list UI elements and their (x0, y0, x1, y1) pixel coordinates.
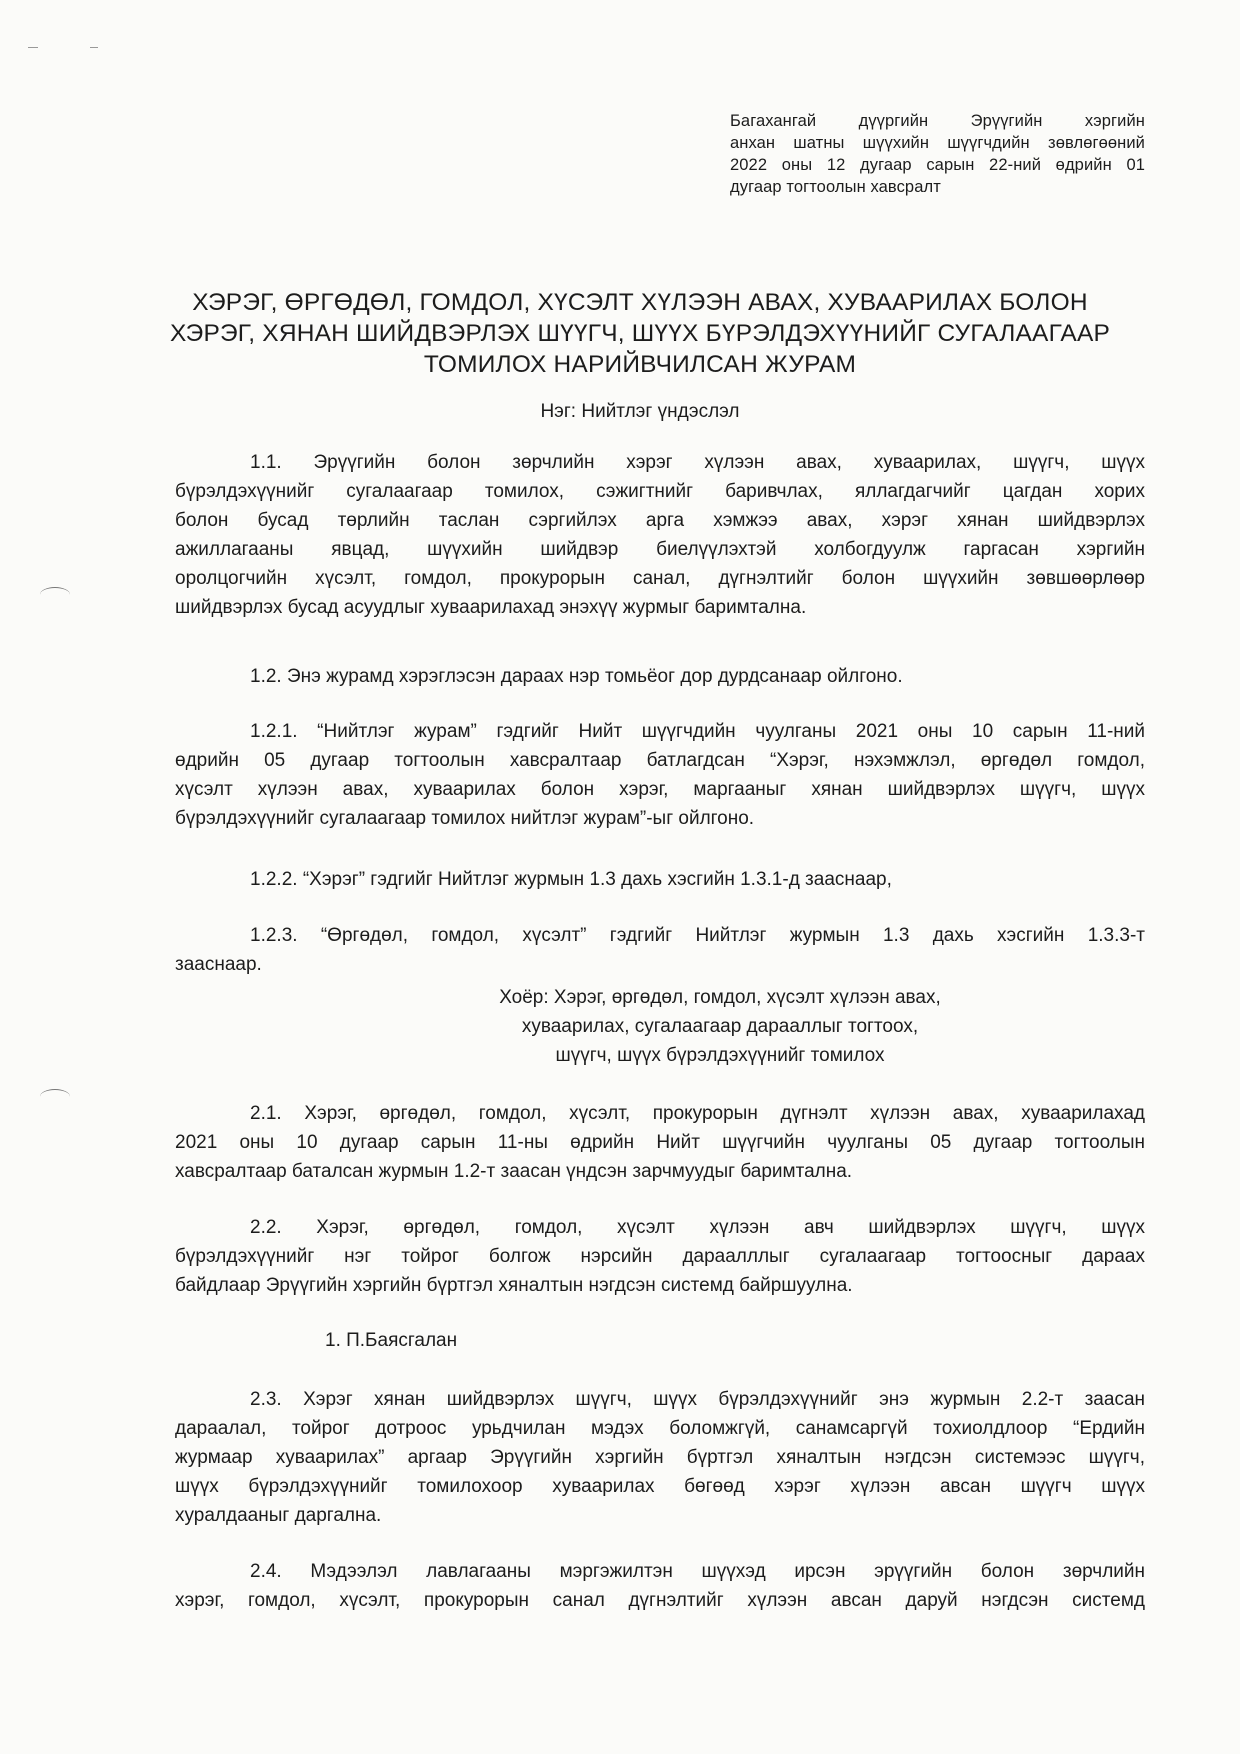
paragraph-line: 2.1. Хэрэг, өргөдөл, гомдол, хүсэлт, прокурорын дүгнэлт хүлээн авах, хуваарилахад (250, 1103, 1145, 1124)
title-line: ТОМИЛОХ НАРИЙВЧИЛСАН ЖУРАМ (423, 351, 857, 378)
paragraph-line: 2.4. Мэдээлэл лавлагааны мэргэжилтэн шүүхэд ирсэн эрүүгийн болон зөрчлийн (250, 1561, 1145, 1582)
chapter-line: хуваарилах, сугалаагаар дарааллыг тогтоох, (521, 1016, 919, 1037)
chapter-heading-2 (160, 983, 1120, 1070)
paragraph-line: шүүх бүрэлдэхүүнийг томилохоор хуваарилах бөгөөд хэрэг хүлээн авсан шүүгч шүүх (175, 1476, 1145, 1497)
paragraph-line: байдлаар Эрүүгийн хэргийн бүртгэл хяналтын нэгдсэн системд байршуулна. (175, 1275, 853, 1296)
paragraph-line: дараалал, тойрог дотроос урьдчилан мэдэх боломжгүй, санамсаргүй тохиолдлоор “Ердийн (175, 1418, 1145, 1439)
paragraph-line: 2.3. Хэрэг хянан шийдвэрлэх шүүгч, шүүх бүрэлдэхүүнийг энэ журмын 2.2-т заасан (250, 1389, 1145, 1410)
paragraph-1-2 (175, 662, 1145, 691)
paragraph-line: 1.2.1. “Нийтлэг журам” гэдгийг Нийт шүүгчдийн чуулганы 2021 оны 10 сарын 11-ний (250, 721, 1145, 742)
paragraph-2-3 (175, 1385, 1145, 1530)
scan-mark (28, 47, 38, 48)
paragraph-1-1 (175, 448, 1145, 622)
annex-note (730, 110, 1145, 198)
paragraph-line: оролцогчийн хүсэлт, гомдол, прокурорын санал, дүгнэлтийг болон шүүхийн зөвшөөрлөөр (175, 568, 1145, 589)
paragraph-2-1 (175, 1099, 1145, 1186)
paragraph-line: бүрэлдэхүүнийг сугалаагаар томилох нийтлэг журам”-ыг ойлгоно. (175, 808, 755, 829)
punch-hole-mark (40, 1089, 70, 1104)
chapter-line: Хоёр: Хэрэг, өргөдөл, гомдол, хүсэлт хүлээн авах, (499, 987, 941, 1008)
paragraph-line: 1.2. Энэ журамд хэрэглэсэн дараах нэр томьёог дор дурдсанаар ойлгоно. (250, 666, 903, 687)
chapter-line: шүүгч, шүүх бүрэлдэхүүнийг томилох (555, 1045, 885, 1066)
paragraph-2-4 (175, 1557, 1145, 1615)
paragraph-line: 2.2. Хэрэг, өргөдөл, гомдол, хүсэлт хүлээн авч шийдвэрлэх шүүгч, шүүх (250, 1217, 1145, 1238)
title-line: ХЭРЭГ, ӨРГӨДӨЛ, ГОМДОЛ, ХҮСЭЛТ ХҮЛЭЭН АВАХ, ХУВААРИЛАХ БОЛОН (192, 289, 1088, 316)
paragraph-line: хэрэг, гомдол, хүсэлт, прокурорын санал дүгнэлтийг хүлээн авсан даруй нэгдсэн системд (175, 1590, 1145, 1611)
paragraph-line: 1.1. Эрүүгийн болон зөрчлийн хэрэг хүлээн авах, хуваарилах, шүүгч, шүүх (250, 452, 1145, 473)
paragraph-2-2 (175, 1213, 1145, 1300)
scan-mark (90, 47, 98, 48)
annex-line: Багахангай дүүргийн Эрүүгийн хэргийн (730, 112, 1145, 130)
annex-line: анхан шатны шүүхийн шүүгчдийн зөвлөгөөний (730, 134, 1145, 152)
paragraph-line: хавсралтаар баталсан журмын 1.2-т заасан үндсэн зарчмуудыг баримтална. (175, 1161, 853, 1182)
paragraph-line: журмаар хуваарилах” аргаар Эрүүгийн хэргийн бүртгэл хяналтын нэгдсэн системээс шүүгч, (175, 1447, 1145, 1468)
paragraph-line: хүсэлт хүлээн авах, хуваарилах болон хэрэг, маргааныг хянан шийдвэрлэх шүүгч, шүүх (175, 779, 1145, 800)
paragraph-line: бүрэлдэхүүнийг нэг тойрог болгож нэрсийн дараалллыг сугалаагаар тогтоосныг дараах (175, 1246, 1145, 1267)
paragraph-line: хуралдааныг даргална. (175, 1505, 382, 1526)
annex-line: 2022 оны 12 дугаар сарын 22-ний өдрийн 01 (730, 156, 1145, 174)
paragraph-line: зааснаар. (175, 954, 262, 975)
paragraph-line: 2021 оны 10 дугаар сарын 11-ны өдрийн Нийт шүүгчийн чуулганы 05 дугаар тогтоолын (175, 1132, 1145, 1153)
paragraph-line: 1.2.2. “Хэрэг” гэдгийг Нийтлэг журмын 1.3 дахь хэсгийн 1.3.1-д зааснаар, (250, 869, 892, 890)
paragraph-line: 1.2.3. “Өргөдөл, гомдол, хүсэлт” гэдгийг Нийтлэг журмын 1.3 дахь хэсгийн 1.3.3-т (250, 925, 1145, 946)
paragraph-line: бүрэлдэхүүнийг сугалаагаар томилох, сэжигтнийг баривчлах, яллагдагчийг цагдан хорих (175, 481, 1145, 502)
paragraph-line: өдрийн 05 дугаар тогтоолын хавсралтаар батлагдсан “Хэрэг, нэхэмжлэл, өргөдөл гомдол, (175, 750, 1145, 771)
paragraph-line: болон бусад төрлийн таслан сэргийлэх арга хэмжээ авах, хэрэг хянан шийдвэрлэх (175, 510, 1145, 531)
document-title (160, 287, 1120, 380)
paragraph-1-2-3 (175, 921, 1145, 979)
judge-list-item: 1. П.Баясгалан (325, 1330, 458, 1351)
chapter-heading-1: Нэг: Нийтлэг үндэслэл (540, 401, 740, 422)
paragraph-1-2-2 (175, 865, 1145, 894)
punch-hole-mark (40, 587, 70, 602)
annex-line: дугаар тогтоолын хавсралт (730, 178, 941, 196)
title-line: ХЭРЭГ, ХЯНАН ШИЙДВЭРЛЭХ ШҮҮГЧ, ШҮҮХ БҮРЭЛДЭХҮҮНИЙГ СУГАЛААГААР (169, 320, 1111, 347)
paragraph-1-2-1 (175, 717, 1145, 833)
paragraph-line: ажиллагааны явцад, шүүхийн шийдвэр биелүүлэхтэй холбогдуулж гаргасан хэргийн (175, 539, 1145, 560)
paragraph-line: шийдвэрлэх бусад асуудлыг хуваарилахад энэхүү журмыг баримтална. (175, 597, 807, 618)
